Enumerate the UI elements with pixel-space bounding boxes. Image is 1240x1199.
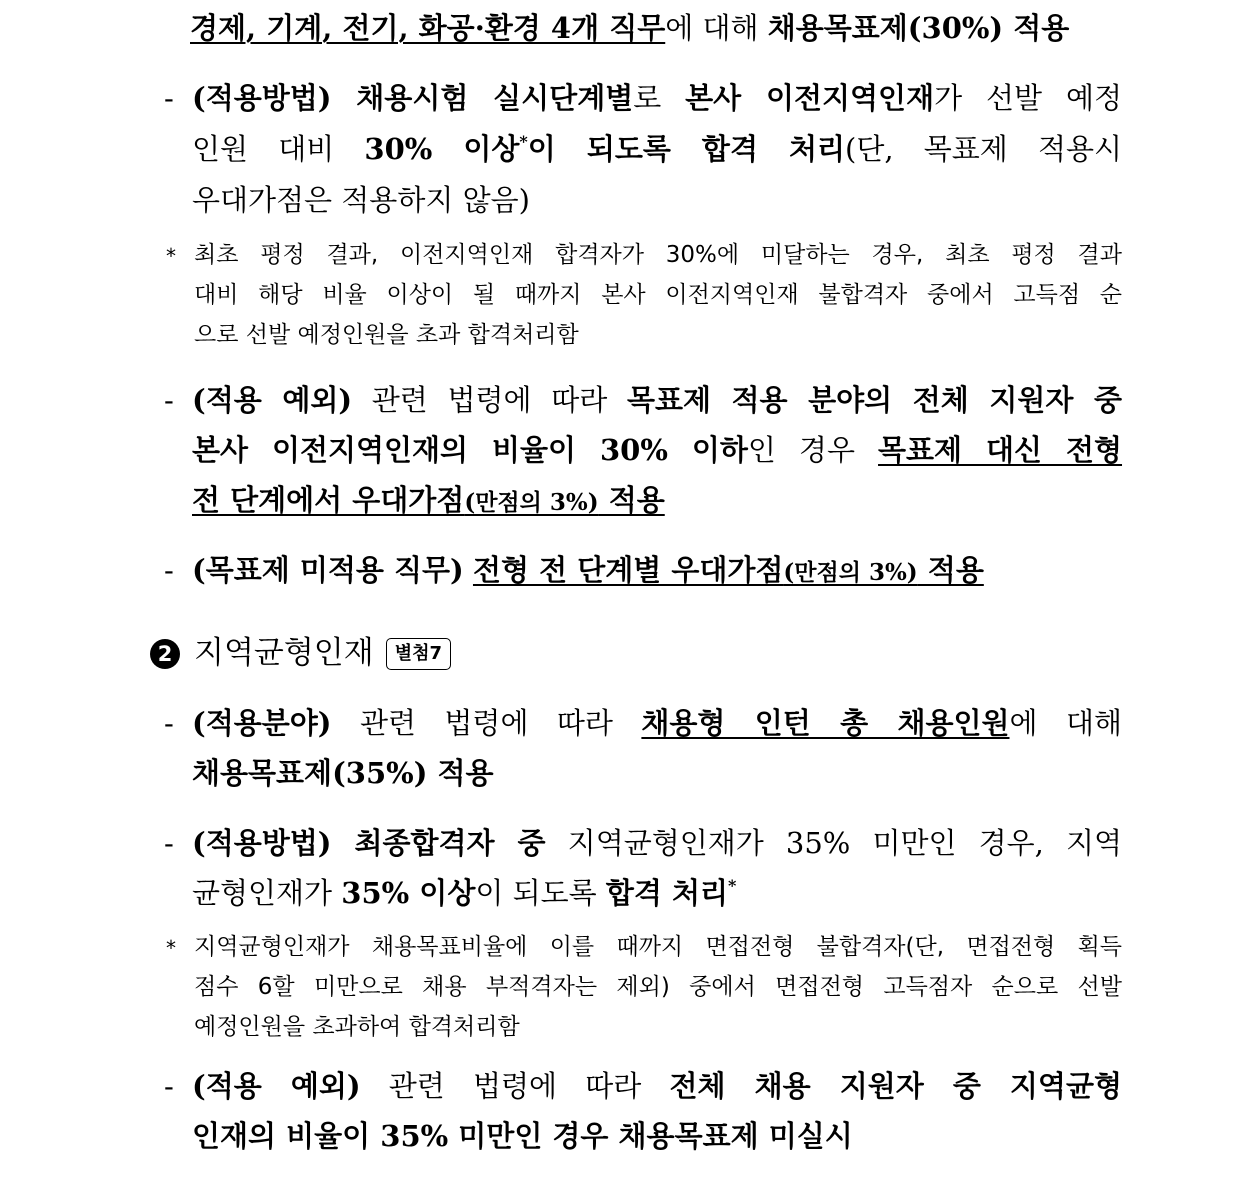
exception1-text: 관련 법령에 따라 <box>352 383 627 417</box>
exception1-label: (적용 예외) <box>192 383 353 417</box>
top-line-jobs: 경제, 기계, 전기, 화공·환경 4개 직무 <box>190 11 666 45</box>
exception2-text: 관련 법령에 따라 <box>360 1069 670 1103</box>
top-line-target: 채용목표제(30%) 적용 <box>767 11 1070 45</box>
method2-line1 <box>192 823 1122 863</box>
note1-star: * <box>166 244 176 268</box>
note2-star: * <box>166 936 176 960</box>
section2-heading <box>150 632 451 674</box>
exception1-ratio: 본사 이전지역인재의 비율이 30% 이하 <box>192 433 748 467</box>
scope2-line1 <box>192 703 1122 743</box>
scope2-label: (적용분야) <box>192 706 332 740</box>
method2-final: 최종합격자 중 <box>331 826 546 860</box>
note1-line3: 으로 선발 예정인원을 초과 합격처리함 <box>194 322 579 348</box>
bullet-dash-method1: - <box>164 81 174 115</box>
method2-connector: 이 되도록 <box>475 876 606 910</box>
exception2-line2 <box>192 1116 853 1156</box>
method1-l2-paren: (단, 목표제 적용시 <box>845 132 1122 166</box>
exception1-alternative: 목표제 대신 전형 <box>878 433 1123 467</box>
bullet-dash-method2: - <box>164 826 174 860</box>
nontarget-apply: 적용 <box>917 553 984 587</box>
scope2-target-ratio: 채용목표제(35%) 적용 <box>192 756 494 790</box>
exception1-bonus: 전 단계에서 우대가점 <box>192 483 465 517</box>
note1-line2: 대비 해당 비율 이상이 될 때까지 본사 이전지역인재 불합격자 중에서 고득점 순 <box>194 282 1122 308</box>
nontarget-line <box>192 550 984 593</box>
bullet-dash-nontarget: - <box>164 553 174 587</box>
exception2-condition: 전체 채용 지원자 중 지역균형 <box>669 1069 1122 1103</box>
scope2-connector: 에 대해 <box>1009 706 1122 740</box>
scope2-target: 채용형 인턴 총 채용인원 <box>641 706 1010 740</box>
scope2-text: 관련 법령에 따라 <box>331 706 642 740</box>
scope2-line2 <box>192 753 494 793</box>
top-line-connector: 에 대해 <box>665 11 768 45</box>
method1-l2-text: 인원 대비 <box>192 132 365 166</box>
note2-line1: 지역균형인재가 채용목표비율에 이를 때까지 면접전형 불합격자(단, 면접전형 획득 <box>194 934 1122 960</box>
exception1-bonus-pct: (만점의 3%) <box>464 489 599 516</box>
method1-footnote-mark: * <box>519 132 528 151</box>
exception1-line3 <box>192 480 665 523</box>
method1-line3: 우대가점은 적용하지 않음) <box>192 183 530 217</box>
exception1-line2 <box>192 430 1122 470</box>
exception1-connector: 인 경우 <box>747 433 879 467</box>
bullet-dash-exception2: - <box>164 1069 174 1103</box>
bullet-dash-exception1: - <box>164 383 174 417</box>
nontarget-bonus-pct: (만점의 3%) <box>783 559 918 586</box>
method1-connector: 로 <box>633 81 686 115</box>
method1-line2 <box>192 129 1122 169</box>
exception1-apply: 적용 <box>598 483 665 517</box>
method1-target-group: 본사 이전지역인재 <box>685 81 935 115</box>
method2-footnote-mark: * <box>728 876 737 895</box>
top-line <box>190 8 1069 48</box>
note1-line1: 최초 평정 결과, 이전지역인재 합격자가 30%에 미달하는 경우, 최초 평정 결과 <box>194 242 1122 268</box>
bullet-dash-scope2: - <box>164 706 174 740</box>
exception2-result: 인재의 비율이 35% 미만인 경우 채용목표제 미실시 <box>192 1119 853 1153</box>
method1-ratio: 30% 이상 <box>364 132 520 166</box>
method1-line1 <box>192 78 1122 118</box>
method1-stage: 채용시험 실시단계별 <box>331 81 634 115</box>
exception1-condition: 목표제 적용 분야의 전체 지원자 중 <box>626 383 1122 417</box>
method1-text: 가 선발 예정 <box>934 81 1123 115</box>
method2-line2 <box>192 873 736 913</box>
note2-line3: 예정인원을 초과하여 합격처리함 <box>194 1014 520 1040</box>
exception2-line1 <box>192 1066 1122 1106</box>
method2-ratio: 35% 이상 <box>341 876 476 910</box>
exception2-label: (적용 예외) <box>192 1069 361 1103</box>
nontarget-label: (목표제 미적용 직무) <box>192 553 464 587</box>
method2-text: 지역균형인재가 35% 미만인 경우, 지역 <box>545 826 1122 860</box>
nontarget-bonus: 전형 전 단계별 우대가점 <box>472 553 784 587</box>
method2-l2-text: 균형인재가 <box>192 876 342 910</box>
method1-pass-rule: 이 되도록 합격 처리 <box>527 132 846 166</box>
method1-label: (적용방법) <box>192 81 332 115</box>
section2-title: 지역균형인재 <box>194 635 374 671</box>
section-number-icon: 2 <box>150 639 180 669</box>
attachment-badge: 별첨7 <box>386 638 451 670</box>
method2-label: (적용방법) <box>192 826 332 860</box>
note2-line2: 점수 6할 미만으로 채용 부적격자는 제외) 중에서 면접전형 고득점자 순으로 선발 <box>194 974 1122 1000</box>
exception1-line1 <box>192 380 1122 420</box>
method2-pass-rule: 합격 처리 <box>605 876 728 910</box>
